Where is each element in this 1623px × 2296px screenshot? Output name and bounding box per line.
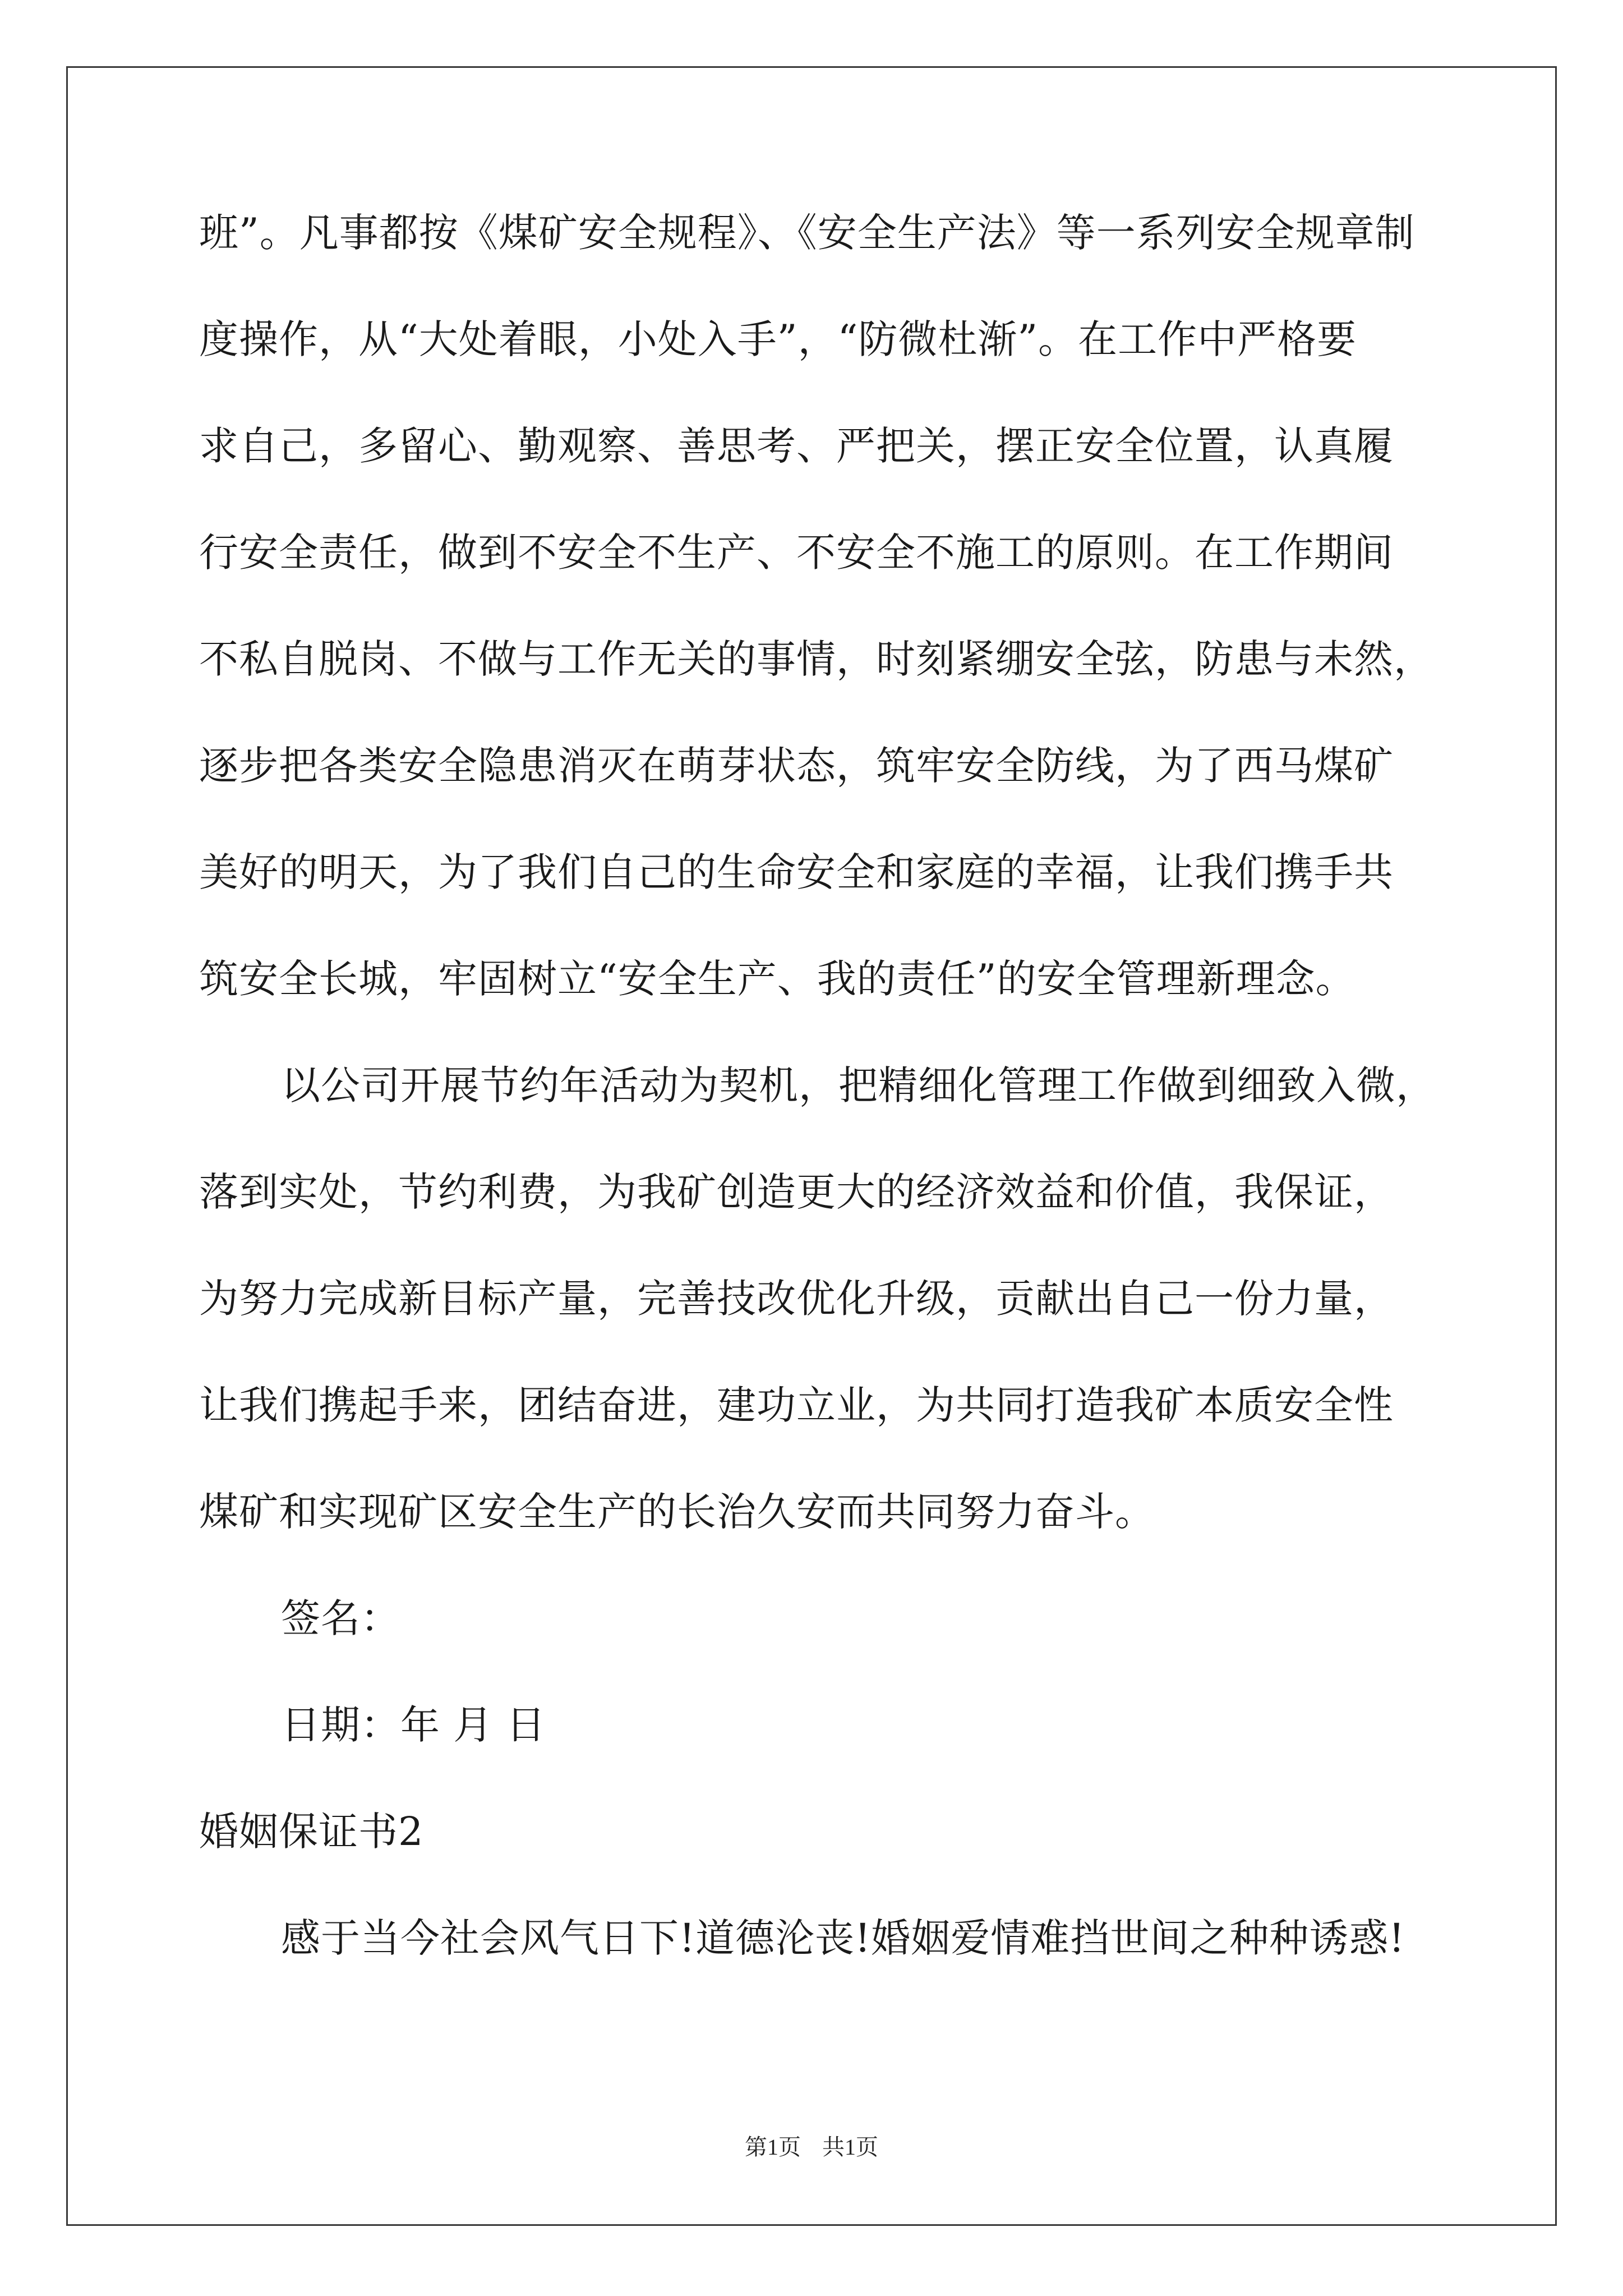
section-heading: 婚姻保证书2 bbox=[199, 1809, 424, 1855]
body-line-3: 求自己，多留心、勤观察、善思考、严把关，摆正安全位置，认真履 bbox=[199, 423, 1394, 469]
body-line-1: 班”。凡事都按《煤矿安全规程》、《安全生产法》等一系列安全规章制 bbox=[199, 210, 1415, 256]
page-count: 共1页 bbox=[822, 2134, 878, 2160]
body-line-5: 不私自脱岗、不做与工作无关的事情，时刻紧绷安全弦，防患与未然， bbox=[199, 636, 1433, 682]
page-footer bbox=[0, 2129, 1623, 2161]
paragraph-2-line-4: 让我们携起手来，团结奋进，建功立业，为共同打造我矿本质安全性 bbox=[199, 1382, 1394, 1428]
date-line: 日期：年 月 日 bbox=[281, 1702, 546, 1748]
paragraph-2-line-2: 落到实处，节约利费，为我矿创造更大的经济效益和价值，我保证， bbox=[199, 1169, 1394, 1215]
page-border bbox=[66, 66, 1557, 2226]
body-line-4: 行安全责任，做到不安全不生产、不安全不施工的原则。在工作期间 bbox=[199, 530, 1394, 576]
body-line-6: 逐步把各类安全隐患消灭在萌芽状态，筑牢安全防线，为了西马煤矿 bbox=[199, 743, 1394, 789]
paragraph-3-line-1: 感于当今社会风气日下!道德沦丧!婚姻爱情难挡世间之种种诱惑! bbox=[281, 1915, 1405, 1961]
signature-line: 签名： bbox=[281, 1595, 400, 1641]
paragraph-2-line-5: 煤矿和实现矿区安全生产的长治久安而共同努力奋斗。 bbox=[199, 1489, 1155, 1535]
paragraph-2-line-1: 以公司开展节约年活动为契机，把精细化管理工作做到细致入微， bbox=[281, 1062, 1436, 1108]
body-line-8: 筑安全长城，牢固树立“安全生产、我的责任”的安全管理新理念。 bbox=[199, 956, 1355, 1002]
paragraph-2-line-3: 为努力完成新目标产量，完善技改优化升级，贡献出自己一份力量， bbox=[199, 1276, 1394, 1322]
body-line-7: 美好的明天，为了我们自己的生命安全和家庭的幸福，让我们携手共 bbox=[199, 849, 1394, 895]
page-number: 第1页 bbox=[745, 2134, 801, 2160]
body-line-2: 度操作，从“大处着眼，小处入手”，“防微杜渐”。在工作中严格要 bbox=[199, 316, 1357, 362]
